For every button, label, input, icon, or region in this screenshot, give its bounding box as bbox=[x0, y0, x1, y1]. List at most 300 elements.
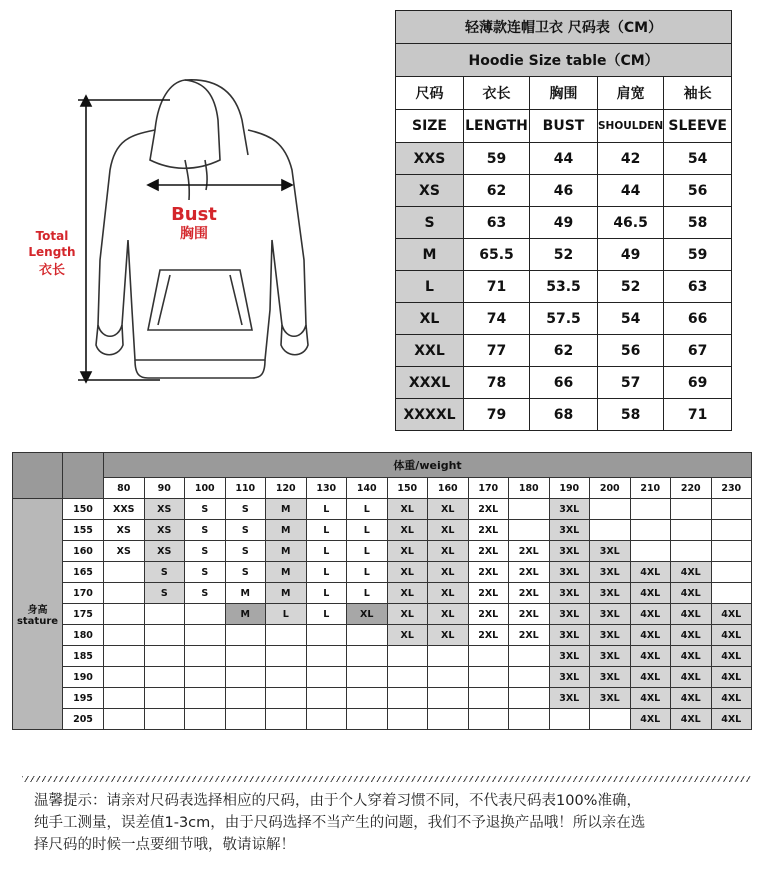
size-grid-cell bbox=[468, 688, 509, 709]
height-label-en: stature bbox=[16, 616, 59, 627]
size-grid-cell bbox=[185, 709, 226, 730]
size-grid-cell bbox=[144, 688, 185, 709]
height-cell: 175 bbox=[63, 604, 104, 625]
measure-cell: 57.5 bbox=[530, 303, 598, 335]
weight-label: 体重/weight bbox=[104, 453, 752, 478]
size-grid-cell: 3XL bbox=[549, 583, 590, 604]
weight-cell: 150 bbox=[387, 478, 428, 499]
measure-cell: 63 bbox=[464, 207, 530, 239]
weight-stature-grid bbox=[12, 452, 752, 730]
size-grid-cell: XS bbox=[144, 499, 185, 520]
size-grid-cell bbox=[428, 646, 469, 667]
size-grid-cell bbox=[104, 562, 145, 583]
weight-cell: 200 bbox=[590, 478, 631, 499]
size-grid-cell: 3XL bbox=[549, 562, 590, 583]
measure-cell: 65.5 bbox=[464, 239, 530, 271]
size-grid-cell: 3XL bbox=[590, 646, 631, 667]
measure-cell: 49 bbox=[530, 207, 598, 239]
size-grid-cell: 4XL bbox=[671, 625, 712, 646]
size-grid-cell: 3XL bbox=[590, 562, 631, 583]
size-grid-cell: XL bbox=[387, 520, 428, 541]
size-grid-cell: S bbox=[225, 562, 266, 583]
bust-label-en: Bust bbox=[171, 204, 217, 225]
size-grid-cell bbox=[671, 541, 712, 562]
note-line-1: 温馨提示：请亲对尺码表选择相应的尺码，由于个人穿着习惯不同，不代表尺码表100%准确， bbox=[34, 793, 641, 809]
measure-cell: 56 bbox=[598, 335, 664, 367]
size-grid-cell: XL bbox=[387, 604, 428, 625]
size-grid-cell: XS bbox=[144, 541, 185, 562]
header-cn-cell: 衣长 bbox=[464, 77, 530, 110]
size-grid-cell: L bbox=[347, 583, 388, 604]
size-grid-cell: L bbox=[347, 541, 388, 562]
measure-cell: 79 bbox=[464, 399, 530, 431]
measure-cell: 53.5 bbox=[530, 271, 598, 303]
size-grid-cell: 2XL bbox=[468, 625, 509, 646]
header-cn-cell: 胸围 bbox=[530, 77, 598, 110]
size-grid-cell: S bbox=[225, 520, 266, 541]
total-length-label-2: Length bbox=[28, 245, 76, 259]
grid-row bbox=[13, 541, 752, 562]
grid-row bbox=[13, 709, 752, 730]
size-grid-cell bbox=[266, 646, 307, 667]
size-grid-cell: 3XL bbox=[549, 541, 590, 562]
size-grid-cell bbox=[509, 499, 550, 520]
size-grid-cell: 4XL bbox=[671, 604, 712, 625]
size-grid-cell: L bbox=[306, 499, 347, 520]
size-grid-cell: 4XL bbox=[630, 688, 671, 709]
size-grid-cell: L bbox=[306, 583, 347, 604]
size-table-header-cn bbox=[396, 77, 732, 110]
size-grid-cell: 4XL bbox=[630, 562, 671, 583]
size-grid-cell: XL bbox=[428, 604, 469, 625]
size-note bbox=[34, 790, 754, 856]
size-grid-cell: 2XL bbox=[468, 583, 509, 604]
size-grid-cell bbox=[306, 646, 347, 667]
header-cn-cell: 袖长 bbox=[664, 77, 732, 110]
size-grid-cell bbox=[347, 625, 388, 646]
header-cn-cell: 尺码 bbox=[396, 77, 464, 110]
total-length-label-cn: 衣长 bbox=[38, 263, 66, 278]
size-grid-cell bbox=[428, 709, 469, 730]
size-grid-cell: 3XL bbox=[549, 520, 590, 541]
measure-cell: 74 bbox=[464, 303, 530, 335]
size-grid-cell bbox=[144, 667, 185, 688]
size-grid-cell: 4XL bbox=[711, 646, 752, 667]
size-grid-cell: 4XL bbox=[630, 583, 671, 604]
size-grid-cell bbox=[185, 688, 226, 709]
weight-cell: 210 bbox=[630, 478, 671, 499]
size-label-cell: XS bbox=[396, 175, 464, 207]
size-grid-cell bbox=[225, 688, 266, 709]
size-label-cell: S bbox=[396, 207, 464, 239]
length-arrow bbox=[78, 96, 170, 382]
size-grid-cell: 4XL bbox=[630, 667, 671, 688]
size-grid-cell: XS bbox=[104, 520, 145, 541]
grid-corner-2 bbox=[63, 453, 104, 499]
size-grid-cell bbox=[671, 520, 712, 541]
height-cell: 165 bbox=[63, 562, 104, 583]
header-cn-cell: 肩宽 bbox=[598, 77, 664, 110]
size-row bbox=[396, 303, 732, 335]
weight-cell: 130 bbox=[306, 478, 347, 499]
bust-arrow bbox=[148, 180, 292, 190]
size-grid-cell: 3XL bbox=[549, 625, 590, 646]
size-grid-cell: 3XL bbox=[590, 604, 631, 625]
size-grid-cell bbox=[468, 667, 509, 688]
body-outline bbox=[98, 130, 306, 360]
size-grid-cell bbox=[306, 667, 347, 688]
size-grid-cell bbox=[144, 625, 185, 646]
measure-cell: 62 bbox=[464, 175, 530, 207]
measure-cell: 58 bbox=[598, 399, 664, 431]
size-grid-cell: L bbox=[266, 604, 307, 625]
header-en-cell: SHOULDEN bbox=[598, 110, 664, 143]
size-label-cell: XXXL bbox=[396, 367, 464, 399]
size-grid-cell bbox=[590, 499, 631, 520]
size-grid-cell bbox=[630, 520, 671, 541]
size-grid-cell: S bbox=[185, 541, 226, 562]
weight-cell: 80 bbox=[104, 478, 145, 499]
measure-cell: 52 bbox=[598, 271, 664, 303]
size-grid-cell bbox=[509, 709, 550, 730]
size-label-cell: XXXXL bbox=[396, 399, 464, 431]
size-grid-cell: 3XL bbox=[590, 583, 631, 604]
size-grid-cell: 4XL bbox=[630, 625, 671, 646]
size-grid-cell: 4XL bbox=[630, 646, 671, 667]
weight-cell: 140 bbox=[347, 478, 388, 499]
weight-cell: 120 bbox=[266, 478, 307, 499]
size-grid-cell: 2XL bbox=[468, 604, 509, 625]
size-grid-cell: 2XL bbox=[509, 562, 550, 583]
size-grid-cell: M bbox=[225, 583, 266, 604]
size-grid-cell: XL bbox=[428, 625, 469, 646]
measure-cell: 78 bbox=[464, 367, 530, 399]
size-table-title-cn: 轻薄款连帽卫衣 尺码表（CM） bbox=[396, 11, 732, 44]
measure-cell: 56 bbox=[664, 175, 732, 207]
height-cell: 170 bbox=[63, 583, 104, 604]
size-grid-cell: M bbox=[266, 562, 307, 583]
size-grid-cell: S bbox=[144, 562, 185, 583]
size-grid-cell bbox=[347, 688, 388, 709]
size-grid-cell: 3XL bbox=[549, 688, 590, 709]
size-grid-cell: 3XL bbox=[590, 667, 631, 688]
size-grid-cell: M bbox=[266, 499, 307, 520]
size-grid-cell bbox=[347, 646, 388, 667]
size-grid-cell bbox=[509, 667, 550, 688]
size-grid-cell: 3XL bbox=[549, 667, 590, 688]
size-grid-cell bbox=[428, 688, 469, 709]
height-cell: 185 bbox=[63, 646, 104, 667]
size-grid-cell: XL bbox=[387, 562, 428, 583]
grid-row bbox=[13, 562, 752, 583]
size-grid-cell: 4XL bbox=[671, 667, 712, 688]
size-grid-cell: S bbox=[185, 583, 226, 604]
size-grid-cell: XL bbox=[428, 499, 469, 520]
size-grid-cell bbox=[266, 625, 307, 646]
size-grid-cell: M bbox=[266, 583, 307, 604]
height-cell: 155 bbox=[63, 520, 104, 541]
size-grid-cell: XL bbox=[347, 604, 388, 625]
size-grid-cell bbox=[266, 667, 307, 688]
measure-cell: 68 bbox=[530, 399, 598, 431]
size-grid-cell: S bbox=[185, 562, 226, 583]
size-grid-cell bbox=[711, 520, 752, 541]
size-grid-cell: 2XL bbox=[468, 499, 509, 520]
measure-cell: 57 bbox=[598, 367, 664, 399]
size-grid-cell bbox=[347, 709, 388, 730]
size-grid-cell bbox=[225, 625, 266, 646]
size-grid-cell: XL bbox=[428, 562, 469, 583]
hoodie-illustration bbox=[20, 60, 365, 400]
size-grid-cell: 4XL bbox=[671, 583, 712, 604]
measure-cell: 46.5 bbox=[598, 207, 664, 239]
header-en-cell: SIZE bbox=[396, 110, 464, 143]
size-grid-cell bbox=[711, 499, 752, 520]
size-grid-cell: 2XL bbox=[468, 541, 509, 562]
size-grid-cell: 4XL bbox=[711, 709, 752, 730]
size-grid-cell: XL bbox=[428, 583, 469, 604]
size-grid-cell bbox=[266, 709, 307, 730]
size-grid-cell: XS bbox=[104, 541, 145, 562]
size-grid-cell: 3XL bbox=[590, 541, 631, 562]
size-grid-cell: 4XL bbox=[630, 709, 671, 730]
size-grid-cell bbox=[347, 667, 388, 688]
header-en-cell: SLEEVE bbox=[664, 110, 732, 143]
size-grid-cell: 4XL bbox=[711, 688, 752, 709]
measure-cell: 66 bbox=[530, 367, 598, 399]
size-table bbox=[395, 10, 732, 431]
size-table-subtitle-row bbox=[396, 44, 732, 77]
size-grid-cell bbox=[590, 709, 631, 730]
bust-label-cn: 胸围 bbox=[180, 226, 208, 242]
size-grid-cell bbox=[225, 646, 266, 667]
size-row bbox=[396, 399, 732, 431]
height-cell: 195 bbox=[63, 688, 104, 709]
size-grid-cell: 2XL bbox=[509, 625, 550, 646]
size-grid-cell: 4XL bbox=[630, 604, 671, 625]
note-line-3: 择尺码的时候一点要细节哦，敬请谅解！ bbox=[34, 837, 295, 853]
size-grid-cell bbox=[590, 520, 631, 541]
measure-cell: 49 bbox=[598, 239, 664, 271]
size-grid-cell bbox=[104, 646, 145, 667]
size-grid-cell bbox=[104, 667, 145, 688]
size-grid-cell: 4XL bbox=[671, 646, 712, 667]
size-row bbox=[396, 143, 732, 175]
weight-cell: 190 bbox=[549, 478, 590, 499]
size-row bbox=[396, 367, 732, 399]
size-grid-cell bbox=[387, 667, 428, 688]
size-grid-cell bbox=[144, 604, 185, 625]
weight-cell: 220 bbox=[671, 478, 712, 499]
size-row bbox=[396, 239, 732, 271]
size-grid-cell bbox=[711, 583, 752, 604]
drawstring-left bbox=[185, 160, 189, 200]
measure-cell: 59 bbox=[464, 143, 530, 175]
size-grid-cell bbox=[671, 499, 712, 520]
grid-corner bbox=[13, 453, 63, 499]
weight-cell: 170 bbox=[468, 478, 509, 499]
size-grid-cell: 3XL bbox=[590, 688, 631, 709]
size-grid-cell bbox=[185, 667, 226, 688]
measure-cell: 71 bbox=[664, 399, 732, 431]
size-grid-cell bbox=[185, 625, 226, 646]
size-grid-cell bbox=[509, 688, 550, 709]
grid-title-row bbox=[13, 453, 752, 478]
size-grid-cell bbox=[549, 709, 590, 730]
measure-cell: 42 bbox=[598, 143, 664, 175]
size-grid-cell: S bbox=[225, 541, 266, 562]
weight-cell: 160 bbox=[428, 478, 469, 499]
height-cell: 150 bbox=[63, 499, 104, 520]
size-grid-cell: S bbox=[144, 583, 185, 604]
size-label-cell: XL bbox=[396, 303, 464, 335]
measure-cell: 66 bbox=[664, 303, 732, 335]
size-grid-cell: L bbox=[306, 562, 347, 583]
size-table-title-en: Hoodie Size table（CM） bbox=[396, 44, 732, 77]
measure-cell: 62 bbox=[530, 335, 598, 367]
waistband bbox=[135, 360, 265, 378]
size-grid-cell: XXS bbox=[104, 499, 145, 520]
size-grid-cell: 2XL bbox=[509, 583, 550, 604]
weight-cell: 230 bbox=[711, 478, 752, 499]
size-grid-cell bbox=[630, 499, 671, 520]
size-grid-cell: 4XL bbox=[671, 688, 712, 709]
measure-cell: 46 bbox=[530, 175, 598, 207]
size-label-cell: XXS bbox=[396, 143, 464, 175]
pocket-openings bbox=[158, 275, 242, 325]
size-label-cell: M bbox=[396, 239, 464, 271]
size-grid-cell bbox=[225, 709, 266, 730]
size-grid-cell bbox=[144, 646, 185, 667]
size-grid-cell bbox=[104, 688, 145, 709]
size-label-cell: XXL bbox=[396, 335, 464, 367]
size-grid-cell: L bbox=[347, 499, 388, 520]
height-cell: 205 bbox=[63, 709, 104, 730]
size-grid-cell bbox=[306, 709, 347, 730]
weight-cell: 110 bbox=[225, 478, 266, 499]
hood-outline bbox=[150, 80, 220, 168]
grid-row bbox=[13, 604, 752, 625]
size-row bbox=[396, 335, 732, 367]
size-grid-cell bbox=[509, 646, 550, 667]
grid-weight-row bbox=[13, 478, 752, 499]
size-row bbox=[396, 207, 732, 239]
header-en-cell: BUST bbox=[530, 110, 598, 143]
size-grid-cell bbox=[468, 646, 509, 667]
grid-row bbox=[13, 625, 752, 646]
grid-row bbox=[13, 688, 752, 709]
size-grid-cell: L bbox=[306, 520, 347, 541]
size-grid-cell: M bbox=[266, 541, 307, 562]
size-grid-cell bbox=[387, 646, 428, 667]
size-table-header-en bbox=[396, 110, 732, 143]
height-cell: 160 bbox=[63, 541, 104, 562]
measure-cell: 58 bbox=[664, 207, 732, 239]
divider bbox=[22, 776, 752, 782]
size-grid-cell: XL bbox=[387, 625, 428, 646]
size-grid-cell: 4XL bbox=[711, 604, 752, 625]
size-grid-cell bbox=[306, 625, 347, 646]
grid-row bbox=[13, 667, 752, 688]
size-table-title-row bbox=[396, 11, 732, 44]
grid-row bbox=[13, 583, 752, 604]
size-grid-cell: 4XL bbox=[671, 709, 712, 730]
size-grid-cell: L bbox=[306, 541, 347, 562]
size-grid-cell: XL bbox=[387, 499, 428, 520]
measure-cell: 52 bbox=[530, 239, 598, 271]
height-label bbox=[13, 499, 63, 730]
size-grid-cell bbox=[185, 646, 226, 667]
size-grid-cell: XL bbox=[387, 541, 428, 562]
hood-back bbox=[185, 80, 248, 155]
size-grid-cell bbox=[387, 688, 428, 709]
measure-cell: 59 bbox=[664, 239, 732, 271]
measure-cell: 67 bbox=[664, 335, 732, 367]
size-grid-cell: 2XL bbox=[468, 520, 509, 541]
size-grid-cell bbox=[711, 562, 752, 583]
size-grid-cell: L bbox=[347, 562, 388, 583]
grid-row bbox=[13, 499, 752, 520]
header-en-cell: LENGTH bbox=[464, 110, 530, 143]
size-grid-cell: 2XL bbox=[509, 541, 550, 562]
measure-cell: 54 bbox=[664, 143, 732, 175]
size-grid-cell bbox=[630, 541, 671, 562]
size-grid-cell: 3XL bbox=[549, 499, 590, 520]
size-grid-cell bbox=[428, 667, 469, 688]
size-grid-cell: 2XL bbox=[509, 604, 550, 625]
measure-cell: 77 bbox=[464, 335, 530, 367]
height-cell: 180 bbox=[63, 625, 104, 646]
size-grid-cell: S bbox=[185, 520, 226, 541]
size-grid-cell: 4XL bbox=[671, 562, 712, 583]
measure-cell: 44 bbox=[530, 143, 598, 175]
size-grid-cell: 3XL bbox=[549, 646, 590, 667]
size-grid-cell bbox=[266, 688, 307, 709]
grid-row bbox=[13, 520, 752, 541]
size-grid-cell: S bbox=[185, 499, 226, 520]
size-grid-cell bbox=[306, 688, 347, 709]
size-grid-cell: XL bbox=[428, 541, 469, 562]
size-grid-cell: XL bbox=[387, 583, 428, 604]
size-grid-cell: M bbox=[225, 604, 266, 625]
size-grid-cell bbox=[104, 709, 145, 730]
measure-cell: 54 bbox=[598, 303, 664, 335]
size-grid-cell: XL bbox=[428, 520, 469, 541]
size-grid-cell bbox=[144, 709, 185, 730]
size-grid-cell bbox=[225, 667, 266, 688]
measure-cell: 71 bbox=[464, 271, 530, 303]
grid-row bbox=[13, 646, 752, 667]
size-grid-cell: L bbox=[347, 520, 388, 541]
size-row bbox=[396, 271, 732, 303]
size-grid-cell bbox=[509, 520, 550, 541]
size-grid-cell bbox=[387, 709, 428, 730]
size-grid-cell bbox=[711, 541, 752, 562]
height-label-cn: 身高 bbox=[27, 605, 48, 616]
size-grid-cell bbox=[468, 709, 509, 730]
size-label-cell: L bbox=[396, 271, 464, 303]
weight-cell: 180 bbox=[509, 478, 550, 499]
note-line-2: 纯手工测量，误差值1-3cm，由于尺码选择不当产生的问题，我们不予退换产品哦！所以亲在选 bbox=[34, 815, 646, 831]
size-grid-cell bbox=[104, 604, 145, 625]
size-grid-cell: 4XL bbox=[711, 667, 752, 688]
size-grid-cell: XS bbox=[144, 520, 185, 541]
size-grid-cell: S bbox=[225, 499, 266, 520]
total-length-label-1: Total bbox=[35, 229, 69, 243]
weight-cell: 100 bbox=[185, 478, 226, 499]
size-grid-cell: M bbox=[266, 520, 307, 541]
height-cell: 190 bbox=[63, 667, 104, 688]
